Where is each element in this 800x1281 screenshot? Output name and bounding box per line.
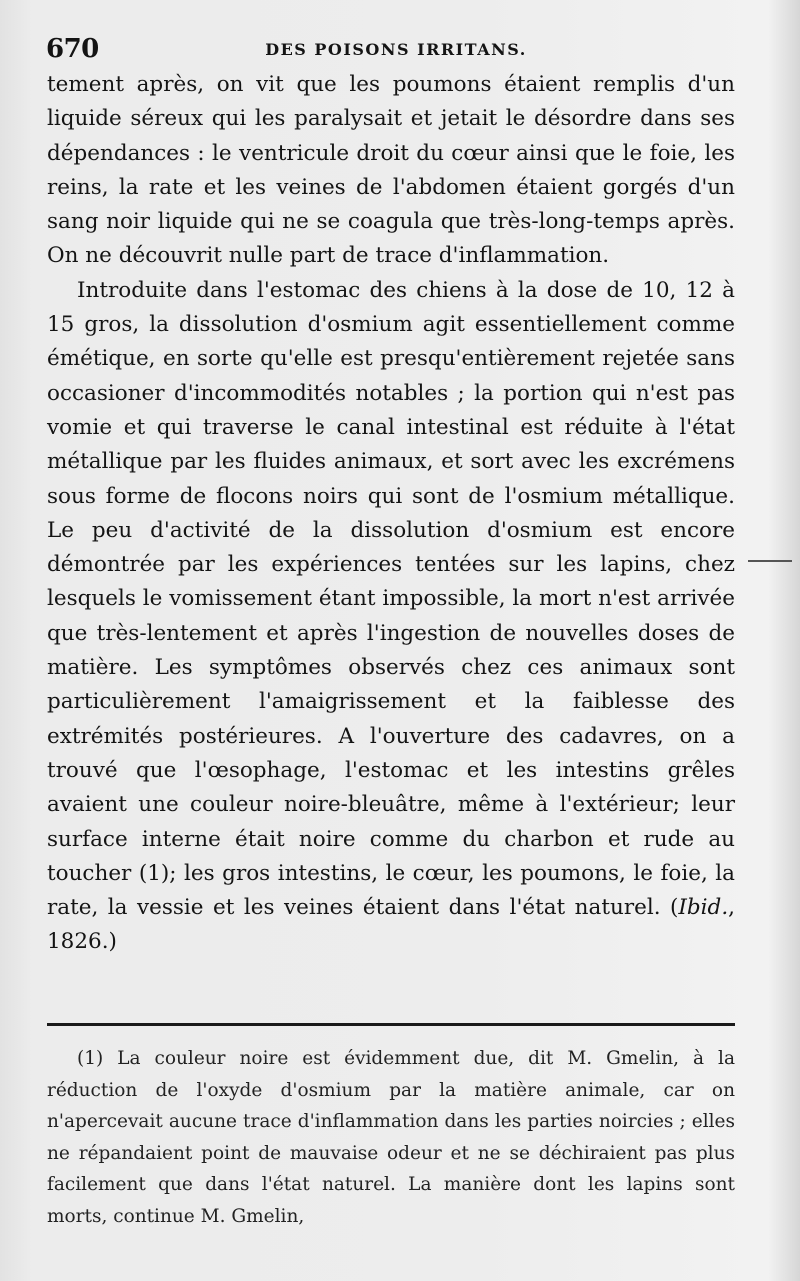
- running-head: DES POISONS IRRITANS.: [265, 40, 527, 59]
- page-number: 670: [46, 34, 99, 64]
- body-text: [47, 68, 735, 960]
- paragraph-2: [47, 274, 735, 960]
- paragraph-1: tement après, on vit que les poumons étaient remplis d'un liquide séreux qui les paralysait et jetait le désordre dans ses dépendances : le ventricule droit du cœur ainsi que le foie, les reins, la rate et les veines de l'abdomen étaient gorgés d'un sang noir liquide qui ne se coagula que très-long-temps après. On ne découvrit nulle part de trace d'inflammation.: [47, 72, 735, 269]
- paragraph-2-end: , 1826.): [47, 895, 735, 955]
- paragraph-2-main: Introduite dans l'estomac des chiens à la dose de 10, 12 à 15 gros, la dissolution d'osmium agit essentiellement comme émétique, en sorte qu'elle est presqu'entièrement rejetée sans occasioner d'incommodités notables ; la portion qui n'est pas vomie et qui traverse le canal intestinal est réduite à l'état métallique par les fluides animaux, et sort avec les excrémens sous forme de flocons noirs qui sont de l'osmium métallique. Le peu d'activité de la dissolution d'osmium est encore démontrée par les expériences tentées sur les lapins, chez lesquels le vomissement étant impossible, la mort n'est arrivée que très-lentement et après l'ingestion de nouvelles doses de matière. Les symptômes observés chez ces animaux sont particulièrement l'amaigrissement et la faiblesse des extrémités postérieures. A l'ouverture des cadavres, on a trouvé que l'œsophage, l'estomac et les intestins grêles avaient une couleur noire-bleuâtre, même à l'extérieur; leur surface interne était noire comme du charbon et rude au toucher (1); les gros intestins, le cœur, les poumons, le foie, la rate, la vessie et les veines étaient dans l'état naturel. (: [47, 277, 735, 921]
- footnote-separator: [47, 1023, 735, 1026]
- footnote: [47, 1043, 735, 1232]
- margin-mark: [748, 560, 792, 562]
- footnote-1: (1) La couleur noire est évidemment due, dit M. Gmelin, à la réduction de l'oxyde d'osmium par la matière animale, car on n'apercevait aucune trace d'inflammation dans les parties noircies ; elles ne répandaient point de mauvaise odeur et ne se déchiraient pas plus facilement que dans l'état naturel. La manière dont les lapins sont morts, continue M. Gmelin,: [47, 1048, 735, 1227]
- ibid-reference: Ibid.: [678, 895, 729, 921]
